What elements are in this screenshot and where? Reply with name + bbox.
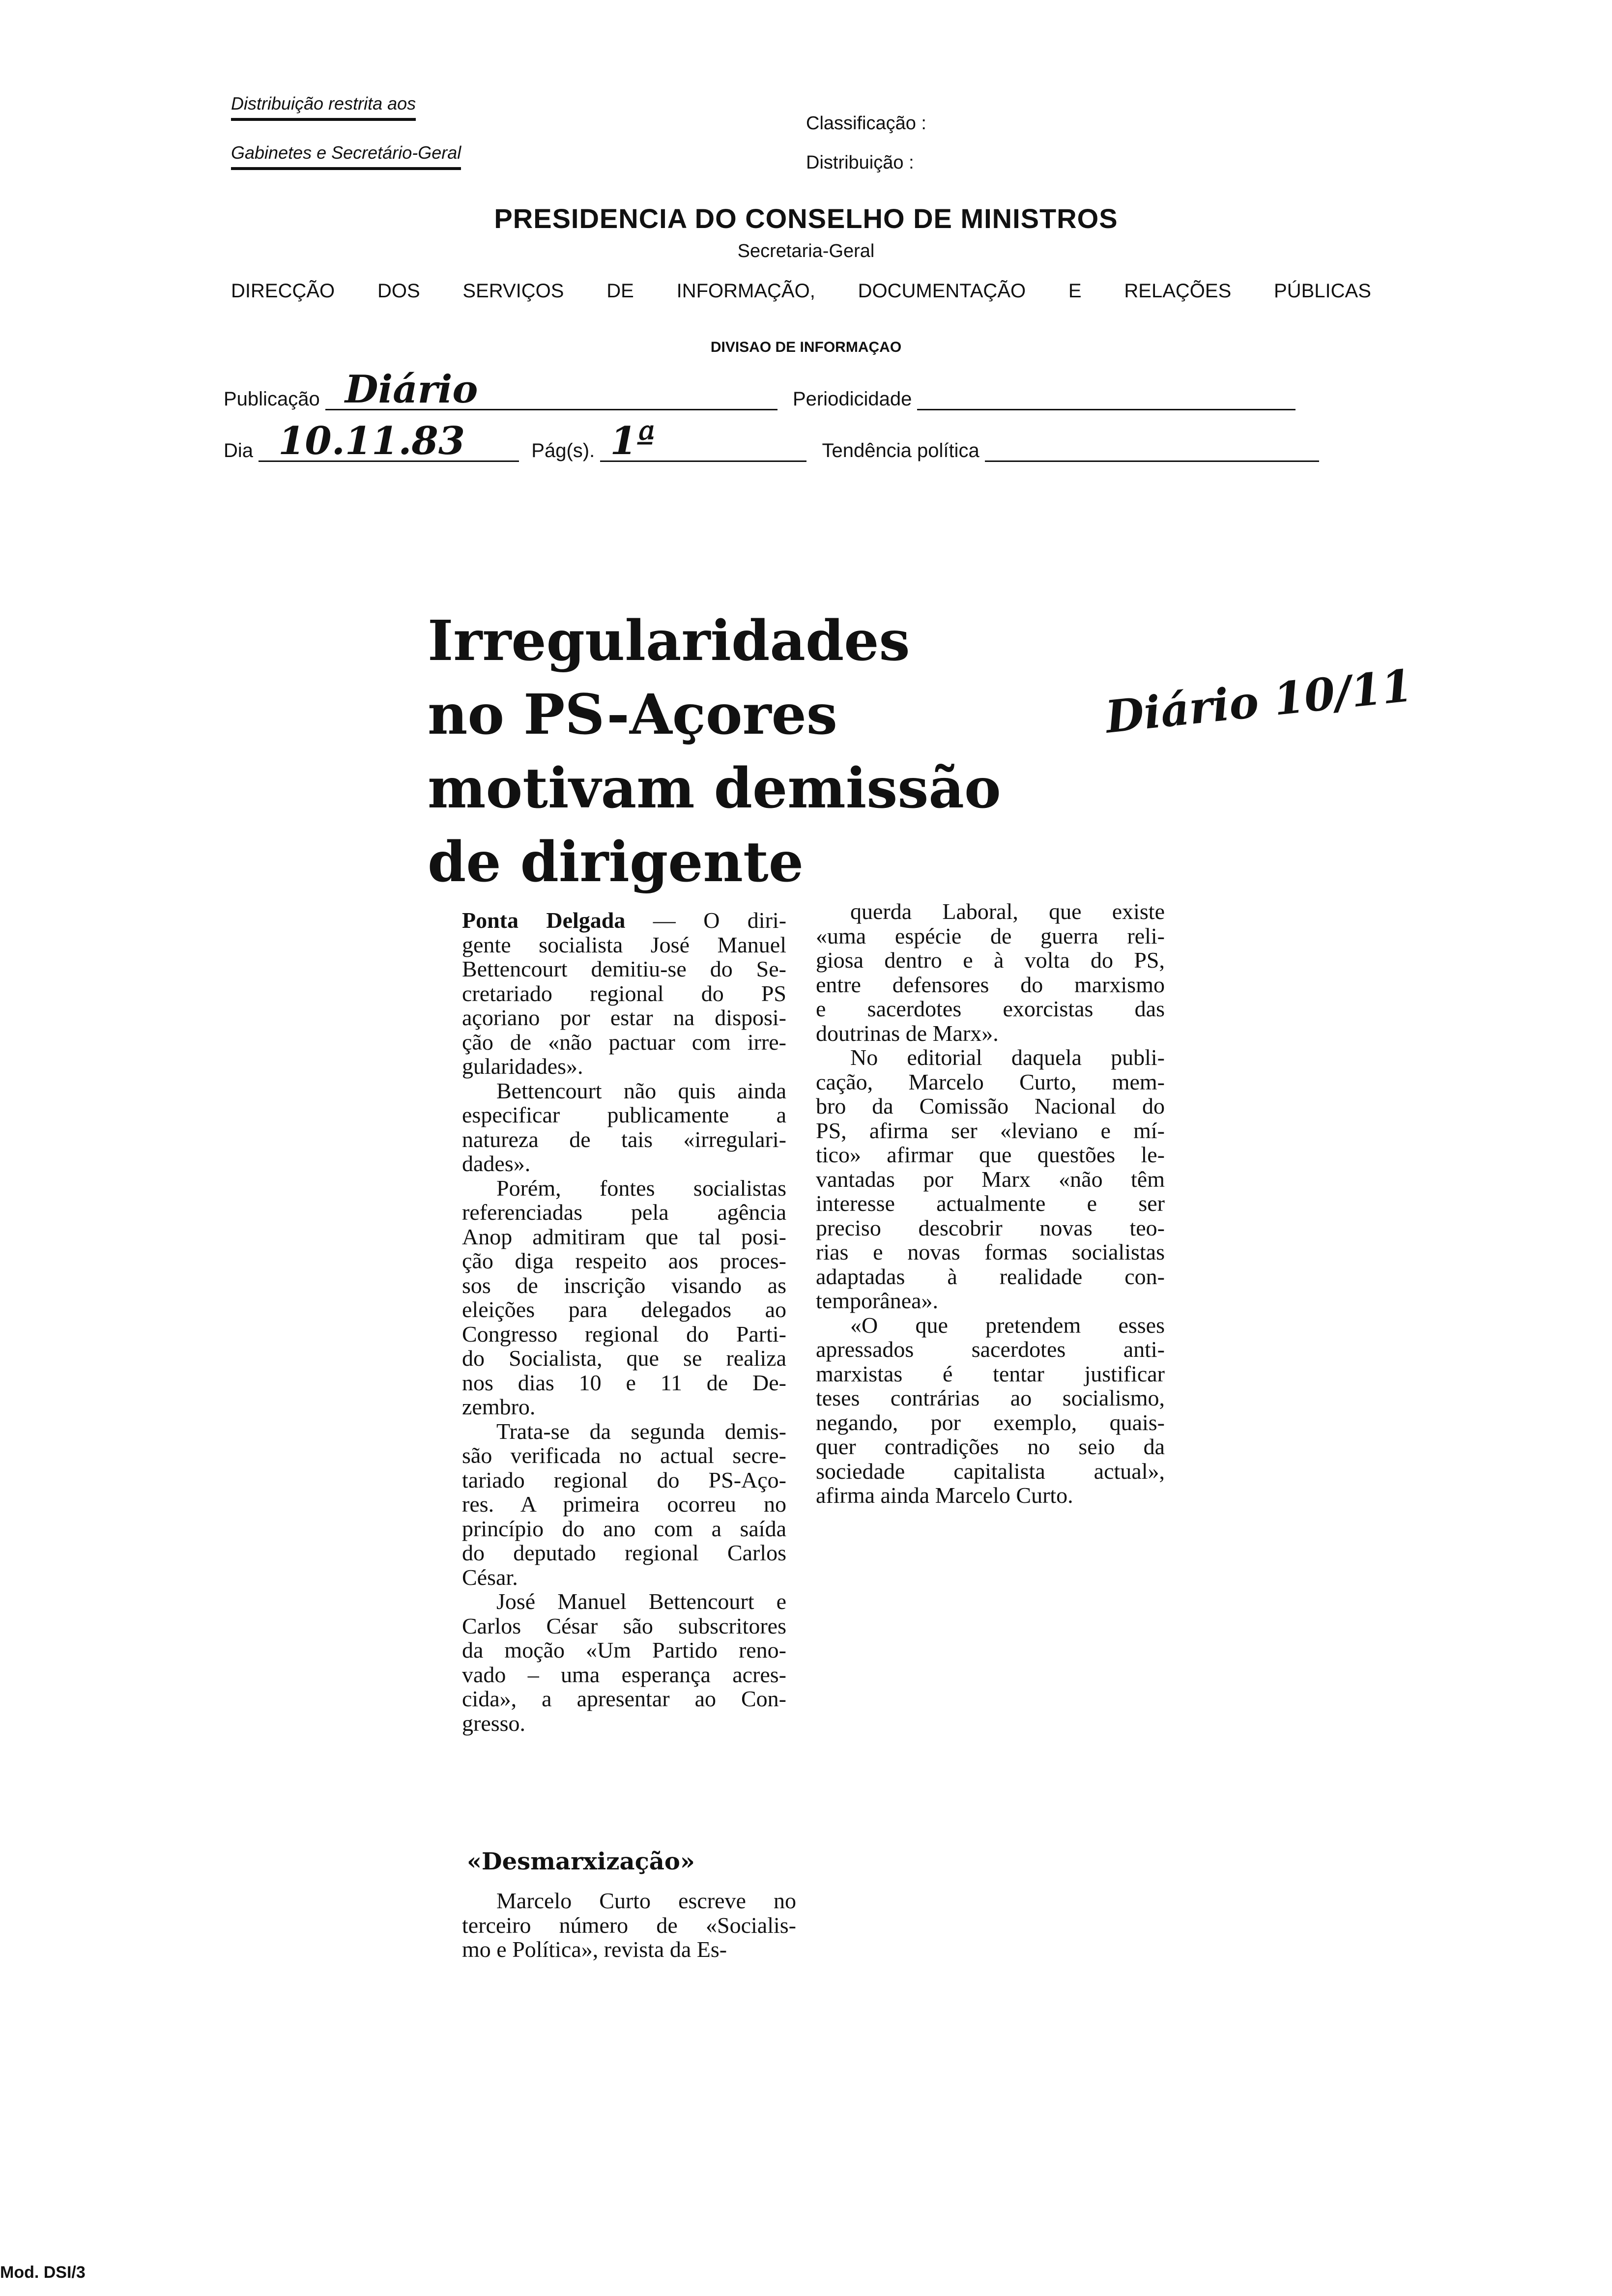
article-text-line: terceiro número de «Socialis-	[462, 1912, 796, 1938]
article-text-line: entre defensores do marxismo	[816, 972, 1165, 997]
division-label: DIVISAO DE INFORMAÇAO	[710, 339, 902, 355]
article-text-line: e sacerdotes exorcistas das	[816, 996, 1165, 1021]
direction-word: DIRECÇÃO	[231, 280, 335, 302]
article-text-line: preciso descobrir novas teo-	[816, 1215, 1165, 1240]
article-text-line: bro da Comissão Nacional do	[816, 1093, 1165, 1119]
direction-word: DOCUMENTAÇÃO	[858, 280, 1026, 302]
article-text-line: temporânea».	[816, 1288, 939, 1313]
org-subtitle: Secretaria-Geral	[737, 241, 875, 261]
article-headline	[428, 604, 1001, 899]
article-text-line: especificar publicamente a	[462, 1102, 786, 1127]
direction-word: E	[1068, 280, 1082, 302]
article-text-line: Trata-se da segunda demis-	[496, 1418, 786, 1444]
publication-handwritten-value: Diário	[345, 367, 478, 412]
headline-line: motivam demissão	[428, 756, 1001, 821]
article-text-line: referenciadas pela agência	[462, 1200, 786, 1225]
dateline: Ponta Delgada	[462, 908, 626, 933]
article-text-line: José Manuel Bettencourt e	[496, 1589, 786, 1614]
article-text-line: Ponta Delgada — O diri-	[462, 908, 787, 933]
article-text-line: do deputado regional Carlos	[462, 1540, 786, 1565]
day-row	[224, 419, 1319, 463]
article-text-line: Bettencourt não quis ainda	[496, 1078, 786, 1103]
publication-field[interactable]	[325, 367, 777, 412]
article-text-line: César.	[462, 1564, 518, 1590]
article-text-line: giosa dentro e à volta do PS,	[816, 947, 1165, 973]
article-text-line: gresso.	[462, 1710, 526, 1736]
publication-label: Publicação	[224, 388, 320, 410]
article-text-line: cretariado regional do PS	[462, 980, 786, 1006]
article-text-line: dades».	[462, 1151, 531, 1176]
article-text-line: do Socialista, que se realiza	[462, 1346, 786, 1371]
article-text-line: sos de inscrição visando as	[462, 1272, 786, 1298]
pages-field[interactable]	[600, 419, 806, 463]
article-text-line: res. A primeira ocorreu no	[462, 1492, 786, 1517]
article-column-2	[816, 899, 1165, 1508]
direction-word: DOS	[377, 280, 420, 302]
handwritten-annotation: Diário 10/11	[1103, 659, 1415, 744]
article-text-line: gente socialista José Manuel	[462, 932, 786, 957]
article-text-line: interesse actualmente e ser	[816, 1191, 1165, 1216]
article-text-line: açoriano por estar na disposi-	[462, 1005, 786, 1030]
article-text-line: Carlos César são subscritores	[462, 1613, 786, 1638]
article-text-line: marxistas é tentar justificar	[816, 1361, 1165, 1386]
article-text-line: PS, afirma ser «leviano e mí-	[816, 1118, 1165, 1143]
article-text-line: eleições para delegados ao	[462, 1297, 786, 1322]
article-text-line: gularidades».	[462, 1054, 583, 1079]
day-label: Dia	[224, 440, 254, 461]
restriction-line-2: Gabinetes e Secretário-Geral	[231, 143, 461, 170]
article-text-line: tico» afirmar que questões le-	[816, 1142, 1165, 1167]
article-text-line: afirma ainda Marcelo Curto.	[816, 1483, 1073, 1508]
direction-word: RELAÇÕES	[1124, 280, 1232, 302]
article-text-line: ção diga respeito aos proces-	[462, 1248, 786, 1273]
article-text-line: cida», a apresentar ao Con-	[462, 1686, 786, 1711]
article-text-line: adaptadas à realidade con-	[816, 1263, 1165, 1289]
article-text-line: Bettencourt demitiu-se do Se-	[462, 956, 786, 981]
periodicity-label: Periodicidade	[792, 388, 912, 410]
article-text-line: zembro.	[462, 1394, 536, 1419]
article-text-line: são verificada no actual secre-	[462, 1443, 786, 1468]
direction-word: PÚBLICAS	[1274, 280, 1371, 302]
article-text-line: Porém, fontes socialistas	[496, 1175, 786, 1201]
article-text-line: No editorial daquela publi-	[850, 1045, 1165, 1070]
article-text-line: princípio do ano com a saída	[462, 1516, 786, 1541]
headline-line: no PS-Açores	[428, 683, 837, 747]
form-code: Mod. DSI/3	[0, 2263, 86, 2282]
periodicity-field[interactable]	[917, 389, 1295, 410]
article-text-line: «O que pretendem esses	[850, 1312, 1165, 1338]
publication-row	[224, 367, 1295, 412]
article-text-line: cação, Marcelo Curto, mem-	[816, 1069, 1165, 1094]
day-handwritten-value: 10.11.83	[278, 419, 465, 463]
restriction-line-1: Distribuição restrita aos	[231, 93, 416, 121]
article-text-line: Congresso regional do Parti-	[462, 1321, 786, 1347]
article-text-line: teses contrárias ao socialismo,	[816, 1385, 1165, 1410]
article-text-line: nos dias 10 e 11 de De-	[462, 1370, 786, 1395]
direction-word: DE	[606, 280, 634, 302]
article-text-line: apressados sacerdotes anti-	[816, 1337, 1165, 1362]
headline-line: Irregularidades	[428, 609, 910, 673]
headline-line: de dirigente	[428, 830, 804, 894]
direction-word: SERVIÇOS	[462, 280, 564, 302]
direction-word: INFORMAÇÃO,	[676, 280, 815, 302]
distribution-label: Distribuição :	[806, 152, 914, 173]
article-text-line: Anop admitiram que tal posi-	[462, 1224, 786, 1249]
article-text-line: vantadas por Marx «não têm	[816, 1166, 1165, 1192]
article-text-line: tariado regional do PS-Aço-	[462, 1467, 786, 1492]
article-text-line: vado – uma esperança acres-	[462, 1662, 786, 1687]
article-column-1-continued	[462, 1889, 796, 1962]
classification-label: Classificação :	[806, 113, 926, 134]
direction-line	[231, 280, 1371, 302]
article-subheading: «Desmarxização»	[467, 1848, 695, 1875]
tendency-label: Tendência política	[822, 440, 979, 461]
article-text-line: Marcelo Curto escreve no	[496, 1888, 796, 1913]
pages-label: Pág(s).	[531, 440, 595, 461]
pages-handwritten-value: 1ª	[610, 419, 656, 463]
day-field[interactable]	[259, 419, 519, 463]
org-title: PRESIDENCIA DO CONSELHO DE MINISTROS	[494, 203, 1118, 234]
article-text-line: mo e Política», revista da Es-	[462, 1937, 727, 1962]
article-text-line: rias e novas formas socialistas	[816, 1239, 1165, 1264]
article-text-line: «uma espécie de guerra reli-	[816, 923, 1165, 948]
article-text-line: sociedade capitalista actual»,	[816, 1458, 1165, 1484]
article-text-line: da moção «Um Partido reno-	[462, 1637, 786, 1663]
article-text-line: doutrinas de Marx».	[816, 1020, 999, 1046]
article-text-line: natureza de tais «irregulari-	[462, 1126, 786, 1152]
article-text-line: querda Laboral, que existe	[850, 899, 1165, 924]
article-text-line: ção de «não pactuar com irre-	[462, 1029, 786, 1055]
article-text-line: quer contradições no seio da	[816, 1434, 1165, 1459]
article-column-1	[462, 908, 786, 1735]
tendency-field[interactable]	[985, 441, 1319, 462]
article-text-line: negando, por exemplo, quais-	[816, 1409, 1165, 1435]
